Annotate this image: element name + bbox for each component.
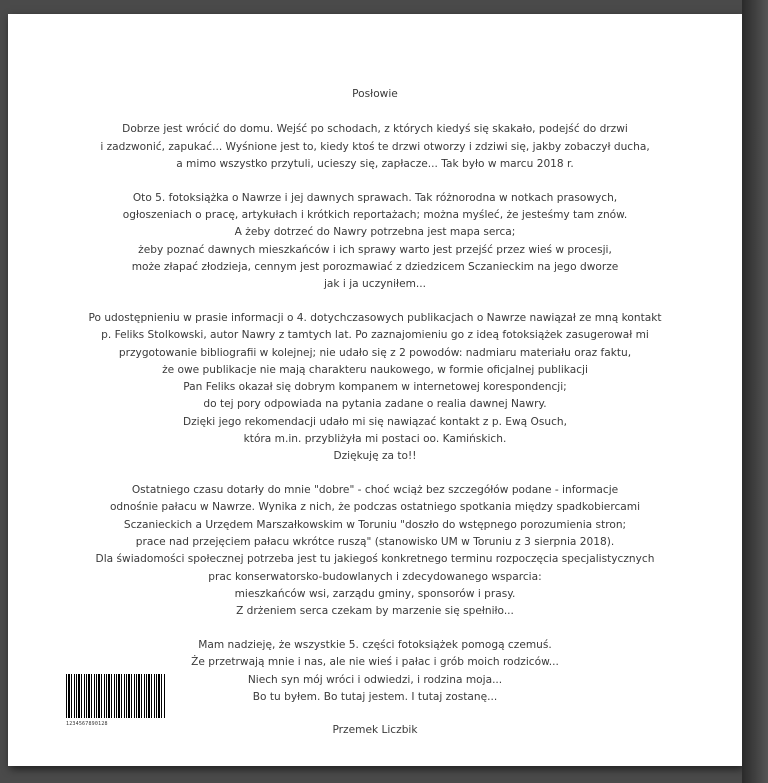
paragraph-3	[8, 310, 742, 466]
text-line: i zadzwonić, zapukać... Wyśnione jest to, kiedy ktoś te drzwi otworzy i zdziwi się, jakby zobaczył ducha,	[100, 140, 650, 153]
text-line: Ostatniego czasu dotarły do mnie "dobre" - choć wciąż bez szczegółów podane - informacje	[131, 484, 619, 497]
text-line: A żeby dotrzeć do Nawry potrzebna jest mapa serca;	[234, 226, 516, 239]
text-line: Po udostępnieniu w prasie informacji o 4. dotychczasowych publikacjach o Nawrze nawiązał ze mną kontakt	[88, 311, 662, 324]
text-line: Sczanieckich a Urzędem Marszałkowskim w Toruniu "doszło do wstępnego porozumienia stron;	[123, 518, 627, 531]
text-line: Dla świadomości społecznej potrzeba jest tu jakiegoś konkretnego terminu rozpoczęcia specjalistycznych	[95, 553, 655, 566]
text-line: do tej pory odpowiada na pytania zadane o realia dawnej Nawry.	[203, 398, 547, 411]
text-line: Dobrze jest wrócić do domu. Wejść po schodach, z których kiedyś się skakało, podejść do drzwi	[122, 123, 628, 136]
text-line: p. Feliks Stolkowski, autor Nawry z tamtych lat. Po zaznajomieniu go z ideą fotoksiążek zasugerował mi	[101, 329, 649, 342]
text-line: żeby poznać dawnych mieszkańców i ich sprawy warto jest przejść przez wieś w procesji,	[138, 243, 612, 256]
text-line: może złapać złodzieja, cennym jest porozmawiać z dziedzicem Sczanieckim na jego dworze	[131, 260, 619, 273]
text-line: a mimo wszystko przytuli, ucieszy się, zapłacze... Tak było w marcu 2018 r.	[176, 157, 574, 170]
text-line: Bo tu byłem. Bo tutaj jestem. I tutaj zostanę...	[252, 690, 498, 703]
text-line: odnośnie pałacu w Nawrze. Wynika z nich, że podczas ostatniego spotkania między spadkobiercami	[109, 501, 641, 514]
paragraph-4	[8, 482, 742, 620]
barcode-bars	[66, 674, 166, 718]
text-line: mieszkańców wsi, zarządu gminy, sponsorów i prasy.	[234, 587, 516, 600]
text-line: Z drżeniem serca czekam by marzenie się spełniło...	[236, 605, 514, 618]
document-title: Posłowie	[352, 88, 398, 100]
text-line: Że przetrwają mnie i nas, ale nie wieś i pałac i grób moich rodziców...	[191, 656, 559, 669]
paragraph-1	[8, 121, 742, 173]
text-line: Oto 5. fotoksiążka o Nawrze i jej dawnych sprawach. Tak różnorodna w notkach prasowych,	[132, 191, 618, 204]
text-line: Niech syn mój wróci i odwiedzi, i rodzina moja...	[247, 673, 503, 686]
text-line: jak i ja uczyniłem...	[323, 278, 427, 291]
text-line: prace nad przejęciem pałacu wkrótce ruszą" (stanowisko UM w Toruniu z 3 sierpnia 2018).	[135, 536, 615, 549]
barcode	[66, 674, 166, 730]
author-signature: Przemek Liczbik	[332, 724, 418, 736]
text-line: Pan Feliks okazał się dobrym kompanem w internetowej korespondencji;	[183, 381, 567, 394]
text-line: ogłoszeniach o pracę, artykułach i krótkich reportażach; można myśleć, że jesteśmy tam znów.	[122, 208, 628, 221]
text-line: że owe publikacje nie mają charakteru naukowego, w formie oficjalnej publikacji	[162, 363, 588, 376]
text-line: Dziękuję za to!!	[333, 450, 417, 463]
text-line: która m.in. przybliżyła mi postaci oo. Kamińskich.	[243, 433, 507, 446]
book-page	[8, 14, 742, 766]
text-line: przygotowanie bibliografii w kolejnej; nie udało się z 2 powodów: nadmiaru materiału oraz faktu,	[118, 346, 632, 359]
document-body	[8, 86, 742, 723]
text-line: prac konserwatorsko-budowlanych i zdecydowanego wsparcia:	[208, 570, 542, 583]
text-line: Dzięki jego rekomendacji udało mi się nawiązać kontakt z p. Ewą Osuch,	[182, 415, 568, 428]
page-edge	[742, 0, 768, 783]
barcode-number: 1234567890128	[66, 721, 108, 727]
paragraph-2	[8, 190, 742, 294]
text-line: Mam nadzieję, że wszystkie 5. części fotoksiążek pomogą czemuś.	[198, 639, 552, 652]
